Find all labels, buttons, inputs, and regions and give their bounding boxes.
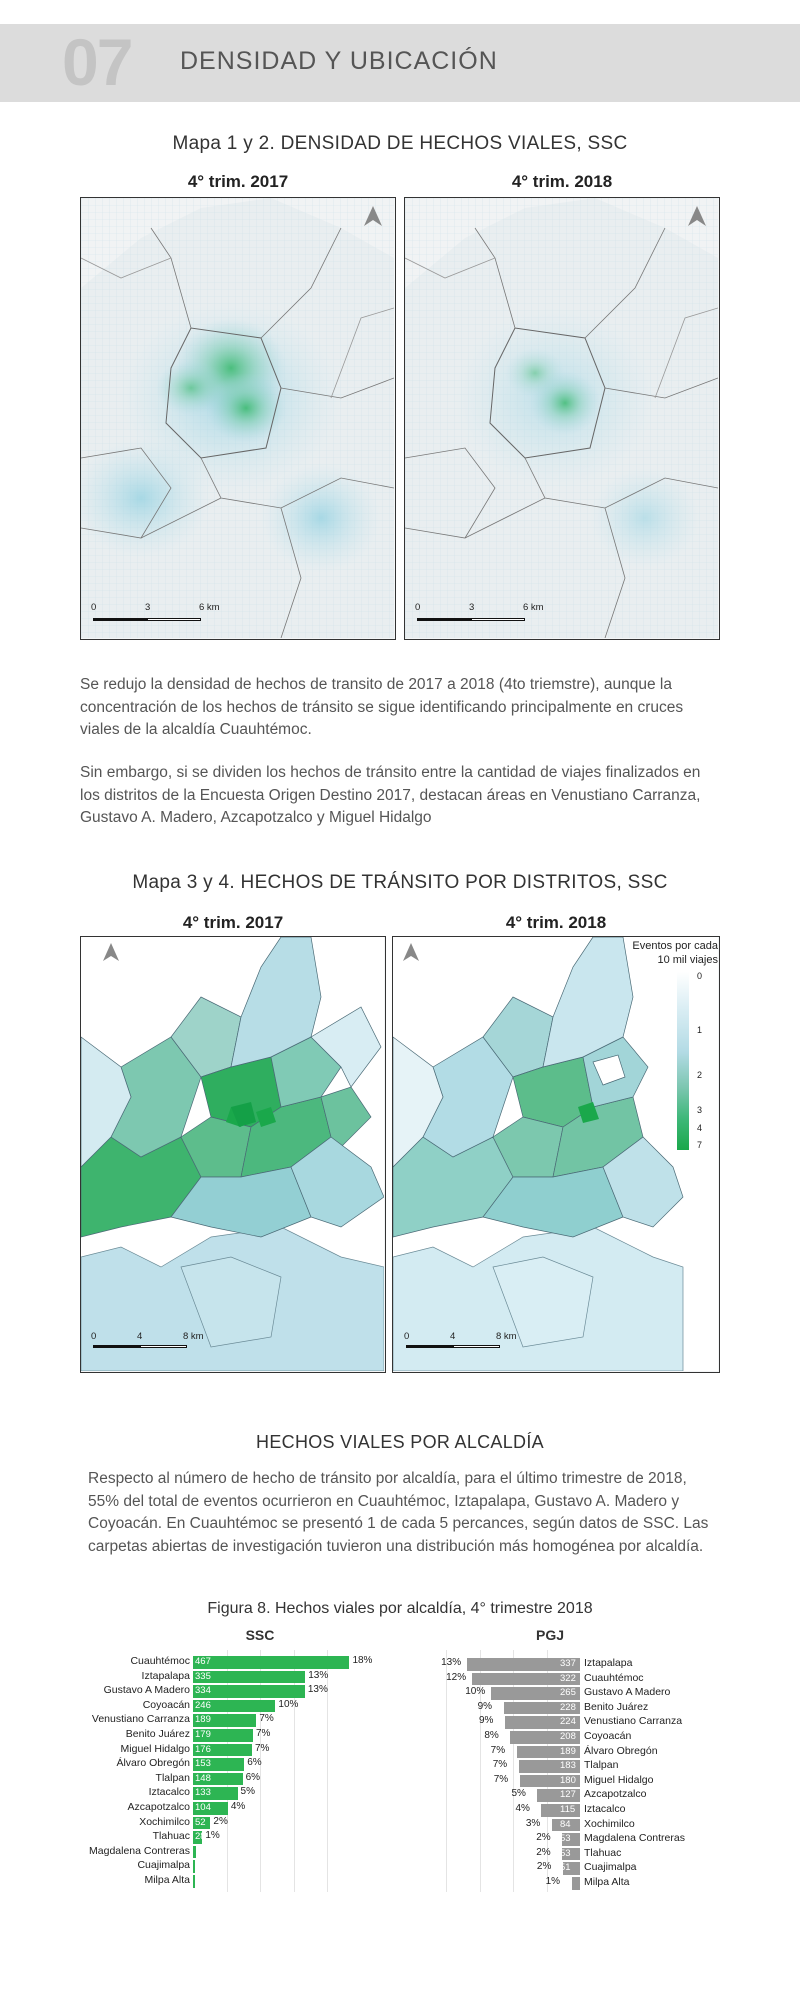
section-title: DENSIDAD Y UBICACIÓN xyxy=(180,47,498,75)
map3-scale-bar-white xyxy=(140,1345,187,1348)
pgj-bar-value: 127 xyxy=(560,1789,576,1801)
ssc-category-label: Iztapalapa xyxy=(141,1669,190,1682)
map2-scale-3: 3 xyxy=(469,602,475,613)
density-map-2018-graphic xyxy=(405,198,718,638)
ssc-percent-label: 6% xyxy=(245,1771,261,1783)
pgj-category-label: Cuajimalpa xyxy=(584,1861,637,1874)
ssc-bar xyxy=(193,1656,349,1669)
alcaldia-section-title: HECHOS VIALES POR ALCALDÍA xyxy=(256,1432,544,1452)
ssc-bar-value: 334 xyxy=(195,1685,211,1697)
pgj-bar-value: 337 xyxy=(560,1658,576,1669)
pgj-category-label: Gustavo A Madero xyxy=(584,1686,671,1699)
pgj-bar-value: 189 xyxy=(560,1745,576,1757)
map1-scale-bar-white xyxy=(147,618,201,621)
ssc-category-label: Miguel Hidalgo xyxy=(120,1742,190,1755)
pgj-bar xyxy=(572,1877,580,1890)
ssc-category-label: Cuauhtémoc xyxy=(130,1655,190,1667)
legend-value-7: 7 xyxy=(697,1140,703,1150)
ssc-percent-label: 2% xyxy=(213,1815,228,1827)
pgj-bar-value: 208 xyxy=(560,1731,576,1742)
pgj-category-label: Álvaro Obregón xyxy=(584,1744,658,1757)
ssc-percent-label: 18% xyxy=(352,1655,373,1666)
pgj-category-label: Venustiano Carranza xyxy=(584,1715,683,1728)
map4-scale-4: 4 xyxy=(450,1331,456,1342)
pgj-percent-label: 13% xyxy=(441,1657,462,1668)
ssc-category-label: Cuajimalpa xyxy=(137,1859,190,1872)
map4-scale-bar-black xyxy=(406,1345,453,1348)
legend-title-line1: Eventos por cada xyxy=(632,940,718,952)
ssc-bar xyxy=(193,1875,195,1888)
pgj-percent-label: 12% xyxy=(446,1671,467,1683)
ssc-percent-label: 13% xyxy=(307,1684,328,1696)
map4-scale-0: 0 xyxy=(404,1331,410,1342)
ssc-percent-label: 7% xyxy=(255,1728,271,1739)
paragraph-trips-normalized: Sin embargo, si se dividen los hechos de tránsito entre la cantidad de viajes finalizados en los distritos de la Encuesta Origen Destino 2017, destacan áreas en Venustiano Carranza, Gustavo A. Madero, Azcapotzalco y Miguel Hidalgo xyxy=(80,764,701,826)
ssc-bar-value: 335 xyxy=(195,1670,211,1682)
ssc-percent-label: 1% xyxy=(205,1830,220,1842)
ssc-category-label: Azcapotzalco xyxy=(127,1801,190,1813)
legend-value-4: 4 xyxy=(697,1123,703,1133)
map2-scale-bar-white xyxy=(471,618,525,621)
pgj-percent-label: 2% xyxy=(536,1846,551,1858)
map4-period-label: 4° trim. 2018 xyxy=(505,913,607,932)
ssc-bar-chart xyxy=(0,1648,400,1893)
pgj-category-label: Coyoacán xyxy=(584,1730,632,1742)
map1-scale-0: 0 xyxy=(91,602,97,613)
pgj-gridline xyxy=(446,1650,447,1892)
pgj-bar-value: 51 xyxy=(560,1862,571,1874)
pgj-category-label: Cuauhtémoc xyxy=(584,1671,644,1684)
ssc-category-label: Magdalena Contreras xyxy=(89,1844,190,1857)
map3-scale-bar-black xyxy=(93,1345,140,1348)
pgj-percent-label: 5% xyxy=(511,1788,526,1800)
ssc-category-label: Xochimilco xyxy=(139,1815,190,1828)
pgj-percent-label: 10% xyxy=(465,1686,486,1698)
paragraph-density-reduction: Se redujo la densidad de hechos de transito de 2017 a 2018 (4to triemstre), aunque la concentración de los hechos de tránsito se sigue identificando principalmente en cruces viales de la alcaldía Cuauhtémoc. xyxy=(80,676,684,738)
pgj-percent-label: 9% xyxy=(477,1700,493,1712)
density-map-2017 xyxy=(80,197,396,640)
ssc-percent-label: 13% xyxy=(308,1669,329,1681)
section-number: 07 xyxy=(62,25,132,99)
pgj-percent-label: 2% xyxy=(536,1861,552,1873)
ssc-bar-value: 176 xyxy=(195,1743,211,1755)
legend-value-3: 3 xyxy=(697,1105,703,1115)
pgj-bar-value: 115 xyxy=(560,1804,576,1815)
pgj-bar-value: 84 xyxy=(560,1818,571,1830)
density-map-2017-graphic xyxy=(81,198,394,638)
pgj-bar-chart xyxy=(400,1648,800,1893)
ssc-bar xyxy=(193,1860,195,1873)
pgj-chart-subtitle: PGJ xyxy=(535,1627,564,1643)
district-map-2018-graphic xyxy=(393,937,718,1371)
pgj-percent-label: 7% xyxy=(493,1773,509,1785)
map1-scale-3: 3 xyxy=(145,602,151,613)
pgj-bar-value: 224 xyxy=(560,1716,576,1728)
legend-value-2: 2 xyxy=(697,1070,703,1080)
pgj-category-label: Tlahuac xyxy=(584,1846,622,1859)
ssc-percent-label: 5% xyxy=(240,1786,255,1798)
ssc-category-label: Benito Juárez xyxy=(125,1728,190,1740)
ssc-category-label: Tlahuac xyxy=(152,1830,190,1843)
legend-title-line2: 10 mil viajes xyxy=(657,954,718,966)
pgj-category-label: Xochimilco xyxy=(584,1817,635,1830)
map1-scale-bar-black xyxy=(93,618,147,621)
maps12-title: Mapa 1 y 2. DENSIDAD DE HECHOS VIALES, SSC xyxy=(172,133,628,154)
pgj-category-label: Iztacalco xyxy=(584,1803,626,1815)
maps34-title: Mapa 3 y 4. HECHOS DE TRÁNSITO POR DISTRITOS, SSC xyxy=(132,872,668,893)
district-map-2018 xyxy=(392,936,720,1373)
pgj-category-label: Iztapalapa xyxy=(584,1657,633,1669)
ssc-bar-value: 189 xyxy=(195,1714,211,1726)
ssc-bar-value: 133 xyxy=(195,1787,211,1799)
map3-scale-0: 0 xyxy=(91,1331,97,1342)
district-map-2017-graphic xyxy=(81,937,384,1371)
pgj-percent-label: 2% xyxy=(536,1832,551,1844)
pgj-bar-value: 180 xyxy=(560,1774,576,1786)
pgj-category-label: Magdalena Contreras xyxy=(584,1832,685,1845)
ssc-category-label: Milpa Alta xyxy=(144,1874,190,1886)
pgj-bar-value: 183 xyxy=(560,1760,576,1772)
pgj-percent-label: 4% xyxy=(515,1803,530,1814)
map3-scale-4: 4 xyxy=(137,1331,143,1342)
pgj-percent-label: 7% xyxy=(492,1759,508,1771)
ssc-bar-value: 148 xyxy=(195,1772,211,1784)
map1-period-label: 4° trim. 2017 xyxy=(187,172,289,191)
pgj-category-label: Tlalpan xyxy=(584,1759,619,1772)
pgj-category-label: Azcapotzalco xyxy=(584,1788,647,1801)
ssc-category-label: Venustiano Carranza xyxy=(91,1713,190,1726)
ssc-category-label: Coyoacán xyxy=(142,1698,190,1711)
map2-scale-bar-black xyxy=(417,618,471,621)
ssc-bar-value: 467 xyxy=(195,1656,211,1667)
pgj-percent-label: 9% xyxy=(478,1715,494,1727)
ssc-percent-label: 6% xyxy=(247,1757,262,1769)
ssc-category-label: Iztacalco xyxy=(148,1786,190,1799)
map2-scale-0: 0 xyxy=(415,602,421,613)
pgj-bar-value: 53 xyxy=(560,1833,571,1845)
map4-scale-bar-white xyxy=(453,1345,500,1348)
ssc-category-label: Gustavo A Madero xyxy=(103,1684,190,1697)
district-map-2017 xyxy=(80,936,386,1373)
legend-value-1: 1 xyxy=(697,1025,703,1035)
map2-period-label: 4° trim. 2018 xyxy=(511,172,613,191)
pgj-bar-value: 228 xyxy=(560,1701,576,1713)
figure8-title: Figura 8. Hechos viales por alcaldía, 4° trimestre 2018 xyxy=(207,1600,593,1617)
density-map-2018 xyxy=(404,197,720,640)
map1-scale-6: 6 km xyxy=(199,602,220,613)
pgj-bar-value: 265 xyxy=(560,1687,576,1699)
ssc-bar-value: 52 xyxy=(195,1816,206,1828)
map2-scale-6: 6 km xyxy=(523,602,544,613)
ssc-bar-value: 104 xyxy=(195,1802,211,1813)
map4-scale-8: 8 km xyxy=(496,1331,517,1342)
pgj-bar-value: 53 xyxy=(560,1847,571,1859)
ssc-bar-value: 179 xyxy=(195,1729,211,1740)
ssc-bar-value: 246 xyxy=(195,1699,211,1711)
alcaldia-section-text: Respecto al número de hecho de tránsito por alcaldía, para el último trimestre de 2018, 55% del total de eventos ocurrieron en Cuauhtémoc, Iztapalapa, Gustavo A. Madero y Coyoacán. En Cuauhtémoc se presentó 1 de cada 5 percances, según datos de SSC. Las carpetas abiertas de investigación tuvieron una distribución más homogénea por alcaldía. xyxy=(88,1470,709,1555)
ssc-percent-label: 7% xyxy=(259,1713,274,1725)
ssc-chart-subtitle: SSC xyxy=(245,1627,275,1643)
ssc-bar xyxy=(193,1846,196,1859)
pgj-bar-value: 322 xyxy=(560,1672,576,1684)
pgj-percent-label: 8% xyxy=(484,1730,499,1741)
ssc-bar-value: 153 xyxy=(195,1758,211,1770)
map3-period-label: 4° trim. 2017 xyxy=(182,913,284,932)
legend-color-ramp xyxy=(677,972,689,1150)
ssc-percent-label: 7% xyxy=(254,1742,270,1754)
map3-scale-8: 8 km xyxy=(183,1331,204,1342)
pgj-category-label: Benito Juárez xyxy=(584,1700,649,1713)
pgj-percent-label: 1% xyxy=(545,1876,561,1887)
pgj-percent-label: 7% xyxy=(490,1744,506,1756)
pgj-percent-label: 3% xyxy=(525,1817,541,1829)
legend-value-0: 0 xyxy=(697,971,703,981)
ssc-bar-value: 28 xyxy=(195,1831,206,1843)
ssc-percent-label: 10% xyxy=(278,1698,299,1710)
ssc-percent-label: 4% xyxy=(230,1801,246,1812)
pgj-bar-value: 25 xyxy=(560,1877,571,1888)
pgj-category-label: Milpa Alta xyxy=(584,1876,630,1888)
ssc-category-label: Álvaro Obregón xyxy=(116,1757,190,1770)
pgj-category-label: Miguel Hidalgo xyxy=(584,1773,654,1786)
ssc-category-label: Tlalpan xyxy=(155,1771,190,1784)
